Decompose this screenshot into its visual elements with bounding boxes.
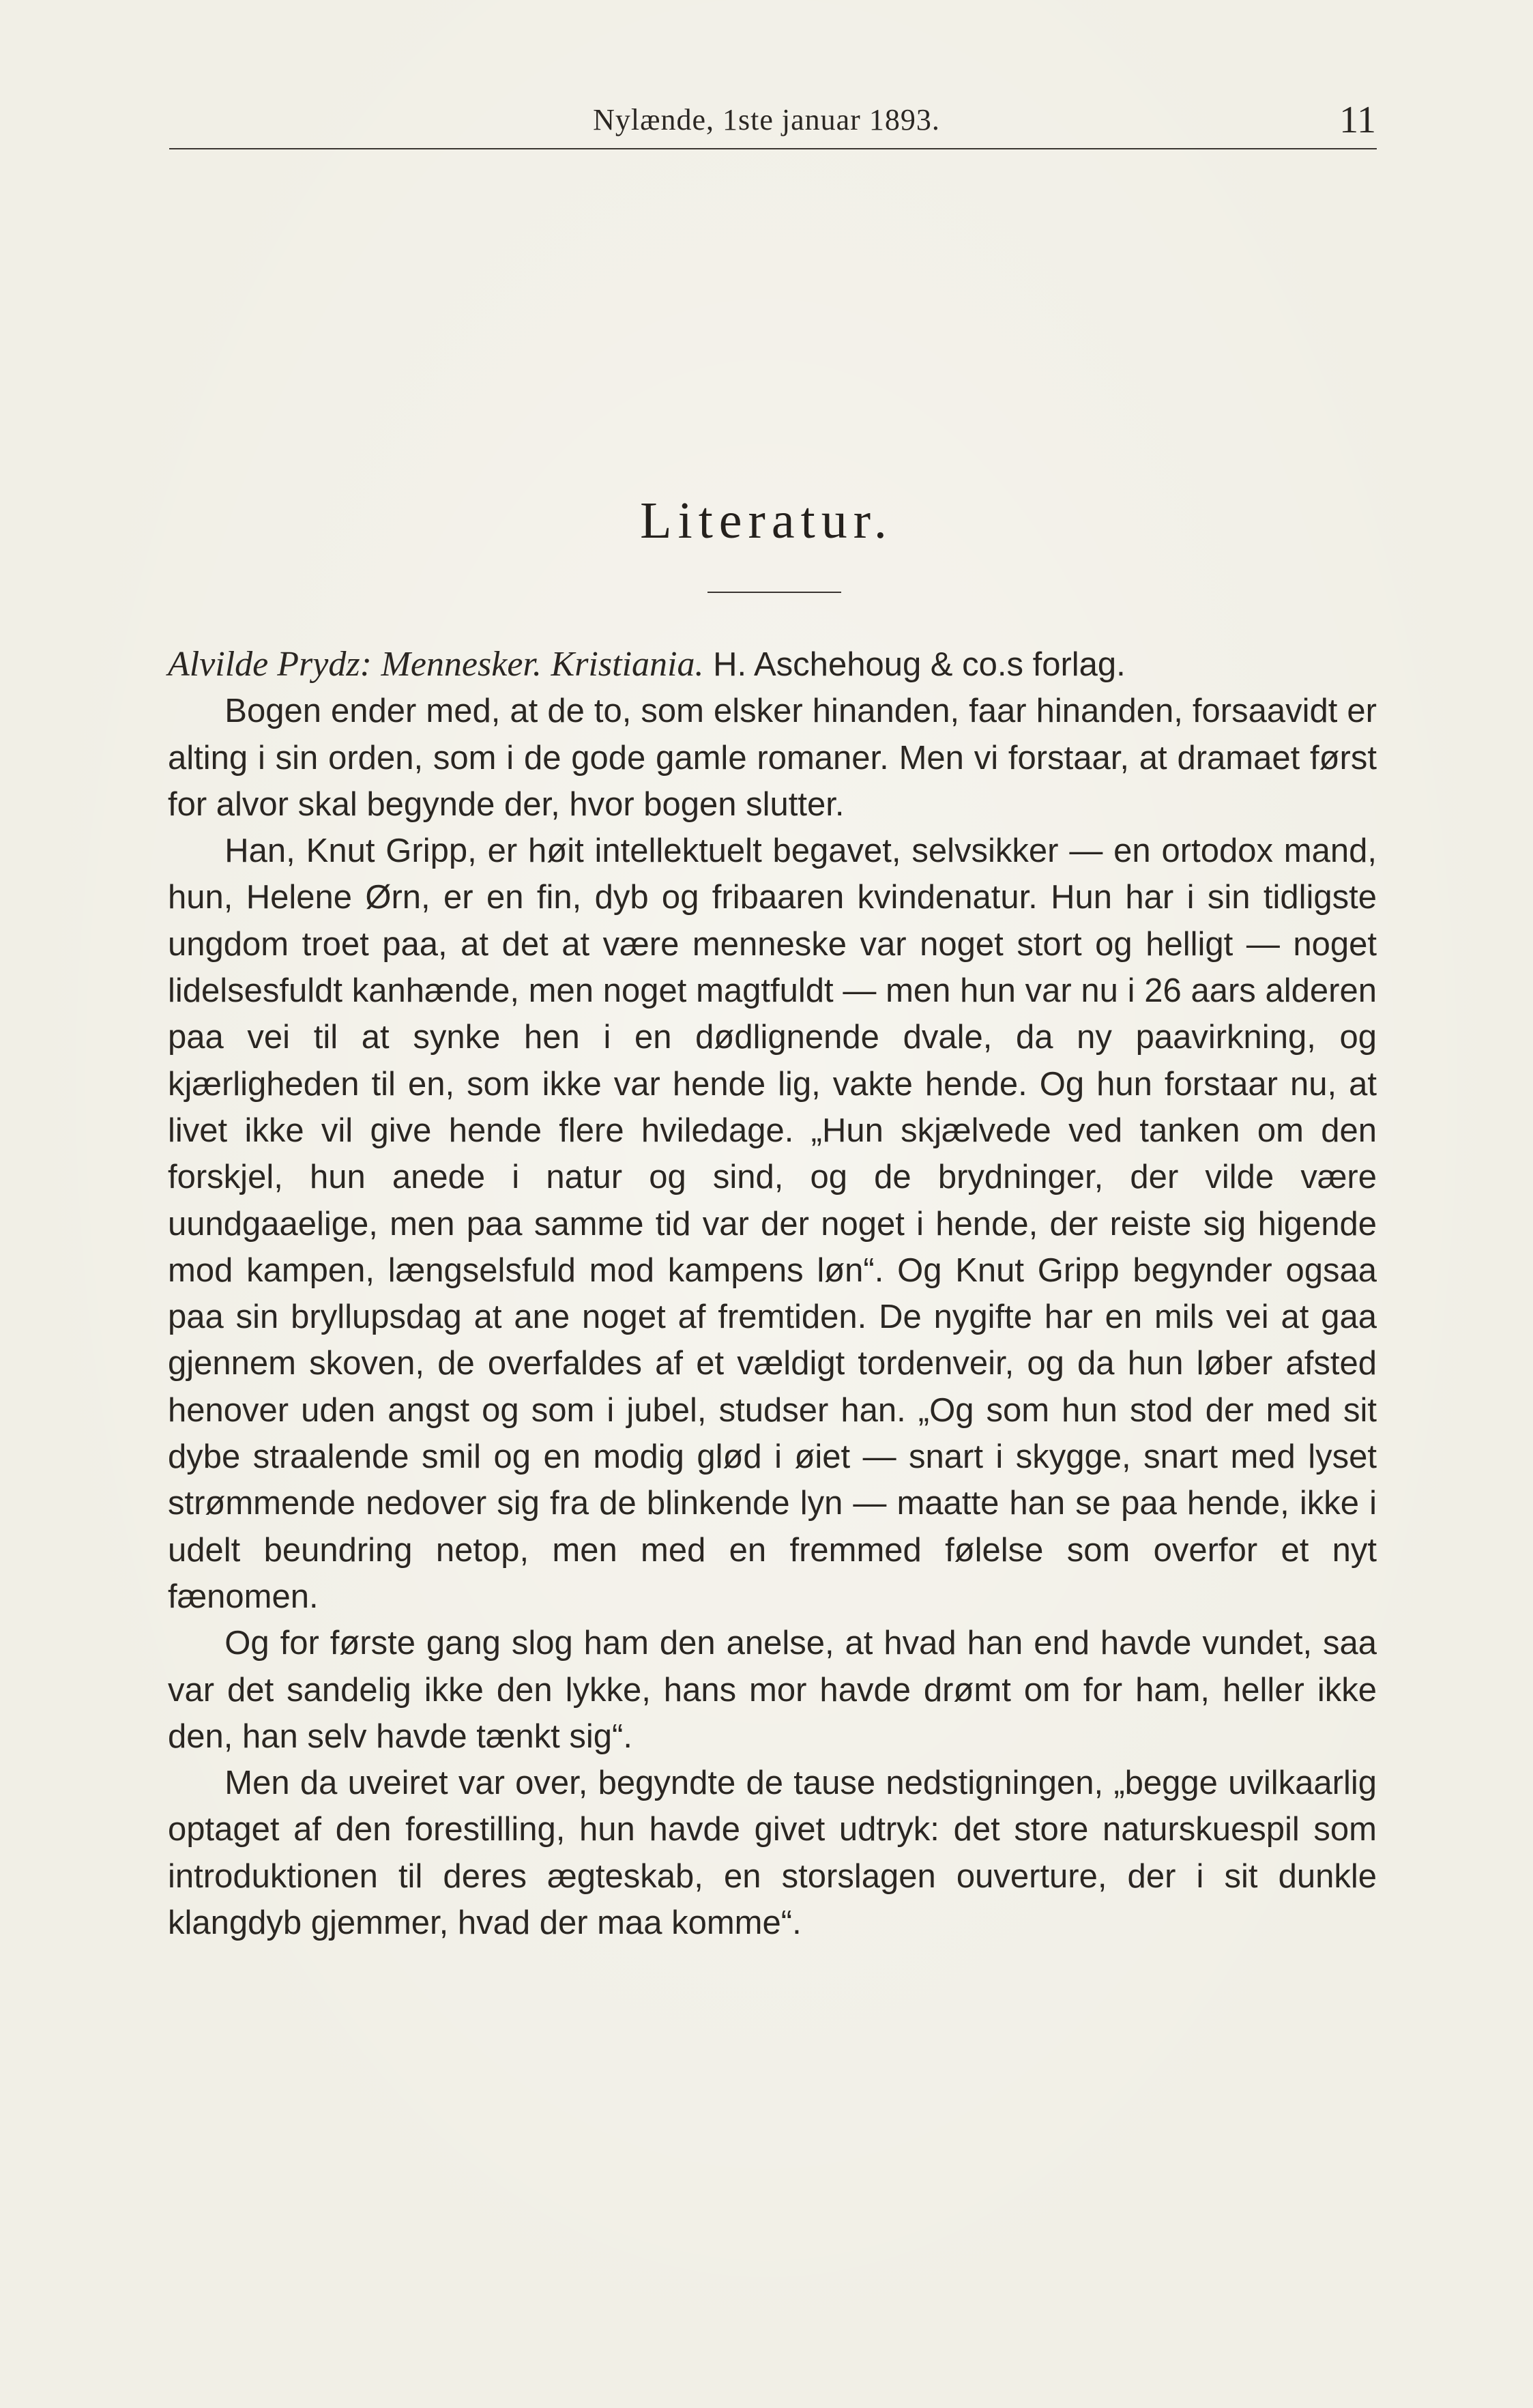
citation-author: Alvilde Prydz:: [168, 645, 372, 684]
header-rule: [169, 148, 1377, 149]
page-number: 11: [1339, 99, 1376, 141]
book-citation: [168, 641, 1377, 688]
running-head: [0, 94, 1533, 149]
running-title: Nylænde, 1ste januar 1893.: [593, 103, 940, 136]
citation-place: Kristiania.: [551, 645, 704, 684]
section-title: Literatur.: [640, 492, 893, 549]
paragraph: Bogen ender med, at de to, som elsker hinanden, faar hinanden, forsaavidt er alting i sin orden, som i de gode gamle romaner. Men vi forstaar, at dramaet først for alvor skal begynde der, hvor bogen slutter.: [168, 693, 1377, 823]
citation-publisher: H. Aschehoug & co.s forlag.: [713, 646, 1126, 683]
article-body: [168, 641, 1377, 1946]
paragraph: Han, Knut Gripp, er høit intellektuelt begavet, selvsikker — en ortodox mand, hun, Helene Ørn, er en fin, dyb og fribaaren kvindenatur. Hun har i sin tidligste ungdom troet paa, at det at være menneske var noget stort og helligt — noget lidelsesfuldt kanhænde, men noget magtfuldt — men hun var nu i 26 aars alderen paa vei til at synke hen i en dødlignende dvale, da ny paavirkning, og kjærligheden til en, som ikke var hende lig, vakte hende. Og hun forstaar nu, at livet ikke vil give hende flere hviledage. „Hun skjælvede ved tanken om den forskjel, hun anede i natur og sind, og de brydninger, der vilde være uundgaaelige, men paa samme tid var der noget i hende, der reiste sig higende mod kampen, længselsfuld mod kampens løn“. Og Knut Gripp begynder ogsaa paa sin bryllupsdag at ane noget af fremtiden. De nygifte har en mils vei at gaa gjennem skoven, de overfaldes af et vældigt tordenveir, og da hun løber afsted henover uden angst og som i jubel, studser han. „Og som hun stod der med sit dybe straalende smil og en modig glød i øiet — snart i skygge, snart med lyset strømmende nedover sig fra de blinkende lyn — maatte han se paa hende, ikke i udelt beundring netop, men med en fremmed følelse som overfor et nyt fænomen.: [168, 832, 1377, 1615]
paragraph: Og for første gang slog ham den anelse, at hvad han end havde vundet, saa var det sandelig ikke den lykke, hans mor havde drømt om for ham, heller ikke den, han selv havde tænkt sig“.: [168, 1625, 1377, 1755]
paragraph: Men da uveiret var over, begyndte de tause nedstigningen, „begge uvilkaarlig optaget af den forestilling, hun havde givet udtryk: det store naturskuespil som introduktionen til deres ægteskab, en storslagen ouverture, der i sit dunkle klangdyb gjemmer, hvad der maa komme“.: [168, 1765, 1377, 1942]
citation-book-title: Mennesker.: [381, 645, 542, 684]
title-rule: [707, 592, 841, 593]
